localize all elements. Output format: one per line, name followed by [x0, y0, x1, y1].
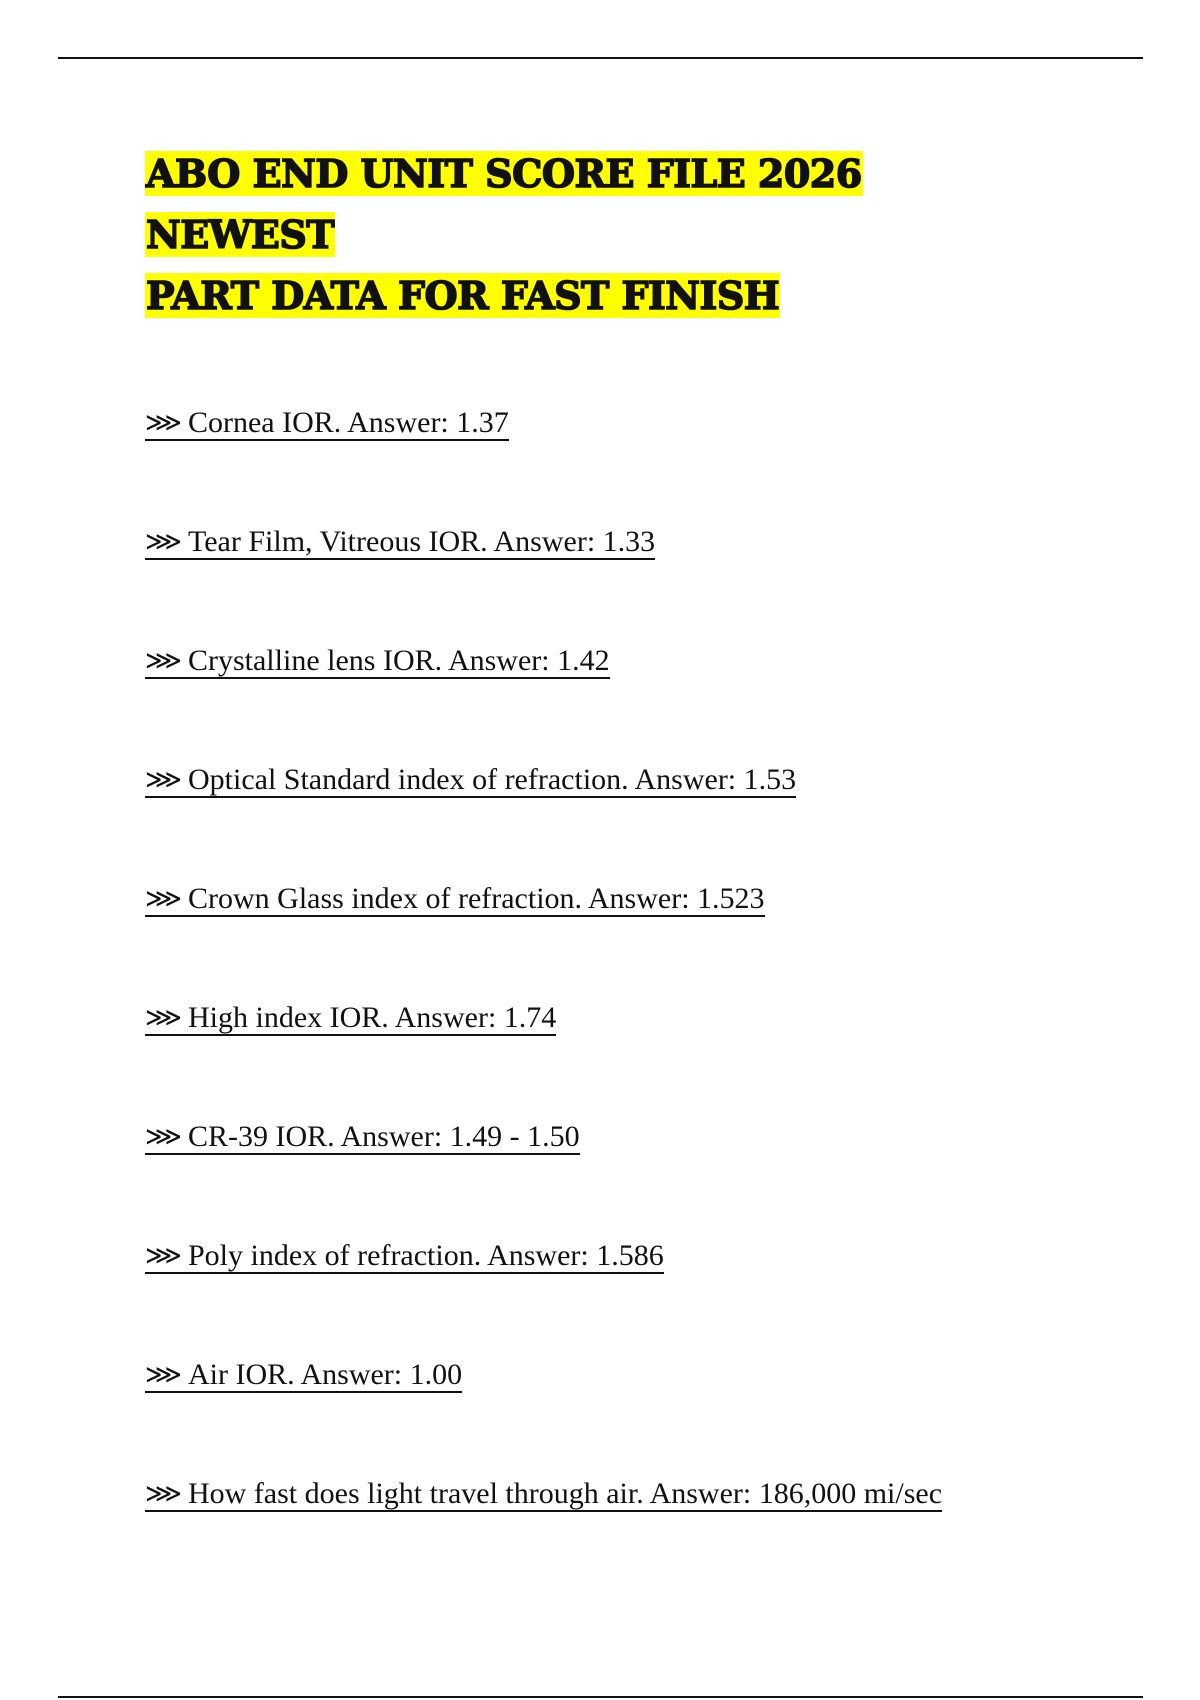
header-rule	[58, 57, 1143, 59]
list-item-line	[145, 883, 765, 917]
list-item-line	[145, 1002, 556, 1036]
list-item	[145, 757, 942, 876]
footer-rule	[58, 1696, 1143, 1698]
list-item-line	[145, 526, 655, 560]
list-item	[145, 1471, 942, 1590]
list-item-text: CR-39 IOR. Answer: 1.49 - 1.50	[187, 1120, 580, 1153]
list-item-line	[145, 645, 610, 679]
list-item-line	[145, 1121, 580, 1155]
list-item-line	[145, 1478, 942, 1512]
list-item-line	[145, 1359, 462, 1393]
list-item	[145, 638, 942, 757]
arrow-bullet-icon: ⋙	[145, 765, 182, 795]
list-item-text: Poly index of refraction. Answer: 1.586	[187, 1239, 664, 1272]
list-item	[145, 1352, 942, 1471]
arrow-bullet-icon: ⋙	[145, 408, 182, 438]
list-item-line	[145, 407, 509, 441]
arrow-bullet-icon: ⋙	[145, 884, 182, 914]
list-item-text: High index IOR. Answer: 1.74	[187, 1001, 557, 1034]
qa-list	[145, 400, 942, 1590]
arrow-bullet-icon: ⋙	[145, 646, 182, 676]
arrow-bullet-icon: ⋙	[145, 527, 182, 557]
list-item	[145, 995, 942, 1114]
list-item-text: Cornea IOR. Answer: 1.37	[187, 406, 509, 439]
arrow-bullet-icon: ⋙	[145, 1241, 182, 1271]
list-item	[145, 876, 942, 995]
document-title-line-1: ABO END UNIT SCORE FILE 2026 NEWEST	[146, 151, 862, 257]
list-item-text: How fast does light travel through air. Answer: 186,000 mi/sec	[187, 1477, 943, 1510]
list-item-line	[145, 1240, 664, 1274]
document-title-line-2: PART DATA FOR FAST FINISH	[146, 273, 780, 318]
arrow-bullet-icon: ⋙	[145, 1003, 182, 1033]
list-item	[145, 519, 942, 638]
list-item-text: Crown Glass index of refraction. Answer: 1.523	[187, 882, 765, 915]
arrow-bullet-icon: ⋙	[145, 1479, 182, 1509]
arrow-bullet-icon: ⋙	[145, 1122, 182, 1152]
arrow-bullet-icon: ⋙	[145, 1360, 182, 1390]
list-item-text: Air IOR. Answer: 1.00	[187, 1358, 463, 1391]
list-item-line	[145, 764, 796, 798]
list-item-text: Optical Standard index of refraction. Answer: 1.53	[187, 763, 797, 796]
list-item	[145, 1233, 942, 1352]
document-title	[145, 143, 1045, 326]
list-item	[145, 400, 942, 519]
list-item	[145, 1114, 942, 1233]
list-item-text: Crystalline lens IOR. Answer: 1.42	[187, 644, 610, 677]
list-item-text: Tear Film, Vitreous IOR. Answer: 1.33	[187, 525, 656, 558]
